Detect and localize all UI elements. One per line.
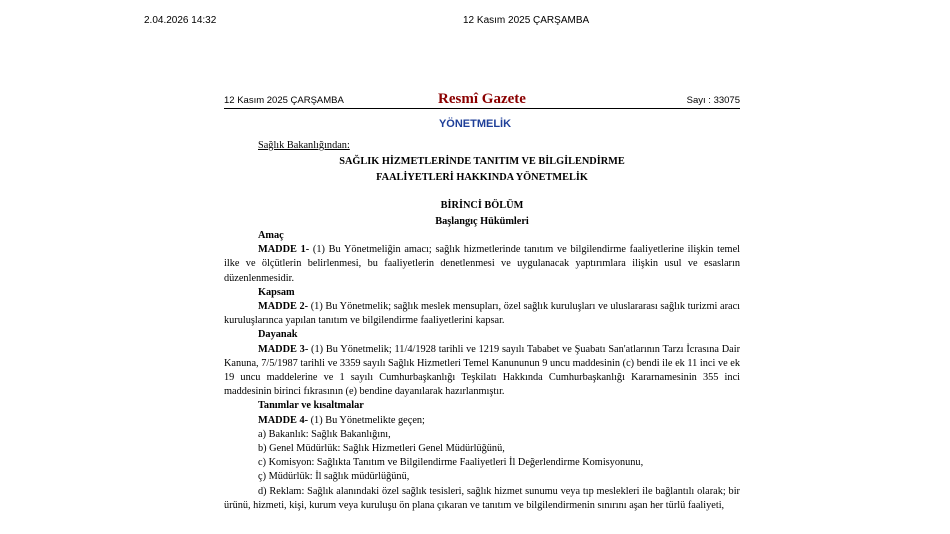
section-title: YÖNETMELİK (438, 118, 512, 130)
article-4-heading: Tanımlar ve kısaltmalar (258, 400, 364, 412)
article-4 (224, 414, 740, 428)
definition-item: ç) Müdürlük: İl sağlık müdürlüğünü, (258, 471, 410, 483)
article-2-label: MADDE 2- (258, 301, 309, 313)
article-1-heading: Amaç (258, 230, 284, 242)
definition-item: c) Komisyon: Sağlıkta Tanıtım ve Bilgilendirme Faaliyetleri İl Değerlendirme Komisyonunu, (258, 457, 644, 469)
article-2-text: (1) Bu Yönetmelik; sağlık meslek mensupları, özel sağlık kuruluşları ve uluslararası sağlık turizmi aracı kuruluşlarınca yapılan tanıtım ve bilgilendirme faaliyetlerini kapsar. (224, 301, 740, 327)
definition-item: d) Reklam: Sağlık alanındaki özel sağlık tesisleri, sağlık hizmet sunumu veya tıp meslekleri ile bağlantılı olarak; bir ürünü, hizmeti, kişi, kurum veya kuruluşu ön plana çıkaran ve tanıtım ve bilgilendirmenin sınırını aşan her türlü faaliyeti, (224, 485, 740, 511)
issuer: Sağlık Bakanlığından: (258, 140, 350, 151)
article-3-heading: Dayanak (258, 329, 298, 341)
article-1-label: MADDE 1- (258, 244, 310, 256)
chapter-name: Başlangıç Hükümleri (435, 215, 529, 227)
article-3 (224, 343, 740, 400)
article-3-text: (1) Bu Yönetmelik; 11/4/1928 tarihli ve 1219 sayılı Tababet ve Şuabatı San'atlarının Tarzı İcrasına Dair Kanuna, 7/5/1987 tarihli ve 3359 sayılı Sağlık Hizmetleri Temel Kanununun 9 uncu maddesinin (c) bendi ile ek 11 inci ve ek 19 uncu maddelerine ve 1 sayılı Cumhurbaşkanlığı Teşkilatı Hakkında Cumhurbaşkanlığı Kararnamesinin 355 inci maddesinin birinci fıkrasının (e) bendine dayanılarak hazırlanmıştır. (224, 343, 740, 398)
article-2-heading: Kapsam (258, 286, 295, 298)
gazette-title: Resmî Gazete (438, 91, 526, 107)
definition-item: a) Bakanlık: Sağlık Bakanlığını, (258, 428, 391, 440)
gazette-header (224, 92, 740, 109)
article-3-label: MADDE 3- (258, 343, 309, 355)
chapter-number: BİRİNCİ BÖLÜM (440, 199, 524, 211)
article-1-text: (1) Bu Yönetmeliğin amacı; sağlık hizmetlerinde tanıtım ve bilgilendirme faaliyetlerine ilişkin temel ilke ve ölçütlerin belirlenmesi, bu faaliyetlerin denetlenmesi ve uygulanacak yaptırımlara ilişkin usul ve esasların düzenlenmesidir. (224, 244, 740, 284)
document-body (224, 139, 740, 513)
gazette-date: 12 Kasım 2025 ÇARŞAMBA (224, 95, 344, 106)
definition-item: b) Genel Müdürlük: Sağlık Hizmetleri Genel Müdürlüğünü, (258, 443, 505, 455)
print-datetime: 2.04.2026 14:32 (144, 15, 217, 26)
article-4-label: MADDE 4- (258, 414, 309, 426)
print-header-date: 12 Kasım 2025 ÇARŞAMBA (463, 15, 590, 26)
article-4-text: (1) Bu Yönetmelikte geçen; (308, 414, 425, 426)
regulation-title-line1: SAĞLIK HİZMETLERİNDE TANITIM VE BİLGİLENDİRME (339, 156, 625, 168)
gazette-issue: Sayı : 33075 (686, 95, 740, 106)
article-2 (224, 300, 740, 328)
article-1 (224, 243, 740, 286)
regulation-title-line2: FAALİYETLERİ HAKKINDA YÖNETMELİK (376, 172, 588, 184)
